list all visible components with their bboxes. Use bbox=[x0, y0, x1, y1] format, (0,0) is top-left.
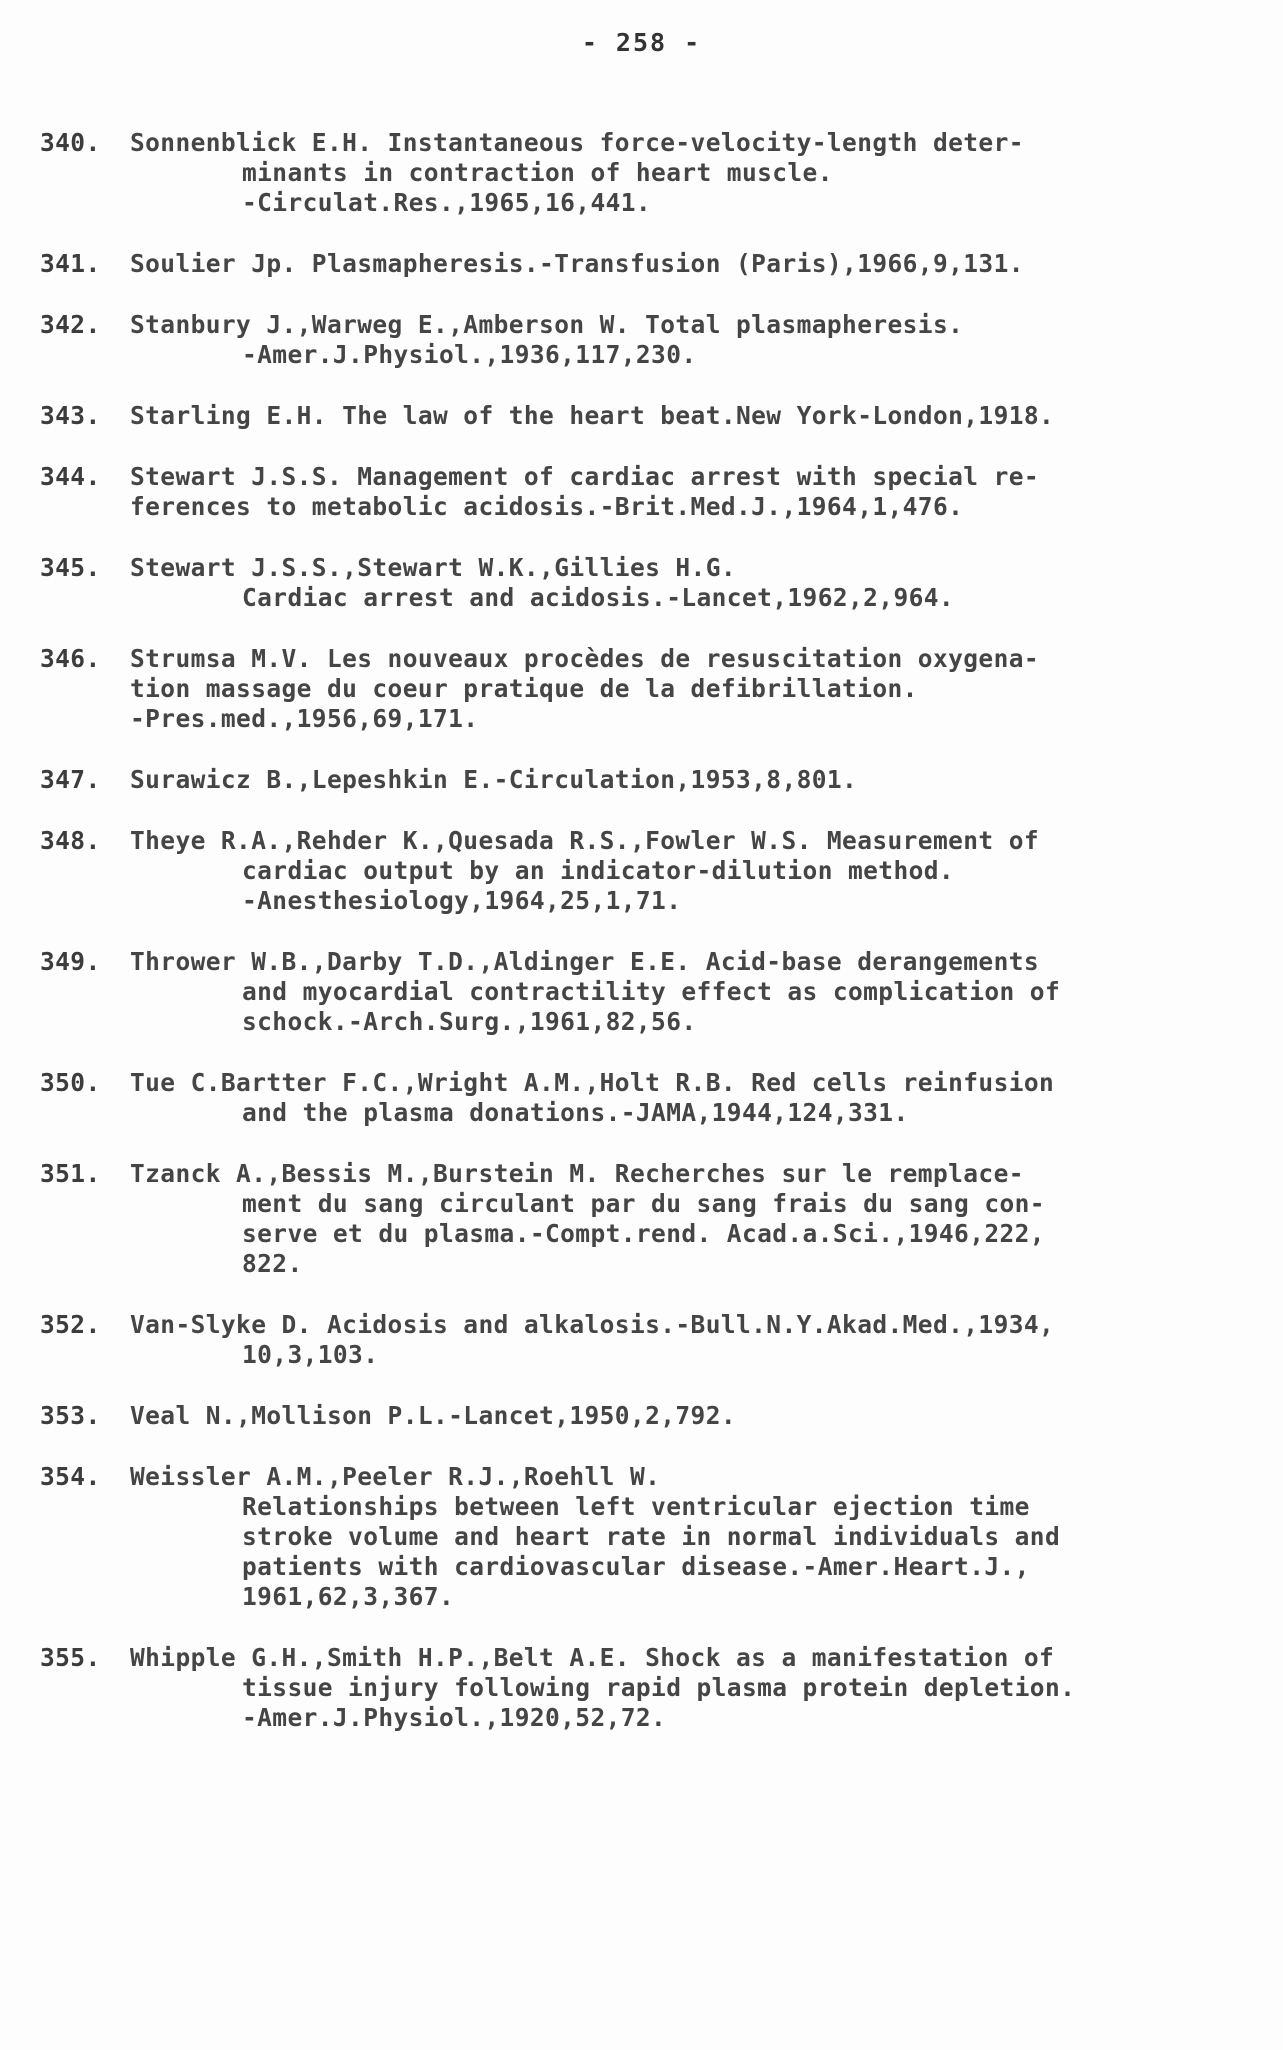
reference-text-line: Strumsa M.V. Les nouveaux procèdes de resuscitation oxygena- bbox=[130, 644, 1040, 673]
reference-continuation-line: Cardiac arrest and acidosis.-Lancet,1962,2,964. bbox=[242, 583, 955, 612]
reference-number: 352. bbox=[40, 1310, 101, 1339]
reference-text-line: Soulier Jp. Plasmapheresis.-Transfusion (Paris),1966,9,131. bbox=[130, 249, 1024, 278]
reference-continuation-line: tissue injury following rapid plasma protein depletion. bbox=[242, 1673, 1076, 1702]
reference-text-line: Van-Slyke D. Acidosis and alkalosis.-Bull.N.Y.Akad.Med.,1934, bbox=[130, 1310, 1055, 1339]
reference-number: 340. bbox=[40, 128, 101, 157]
reference-number: 342. bbox=[40, 310, 101, 339]
reference-number: 353. bbox=[40, 1401, 101, 1430]
reference-continuation-line: and the plasma donations.-JAMA,1944,124,331. bbox=[242, 1098, 909, 1127]
reference-entry bbox=[40, 310, 1240, 370]
reference-number: 348. bbox=[40, 826, 101, 855]
reference-entry bbox=[40, 1310, 1240, 1370]
reference-text-line: Stanbury J.,Warweg E.,Amberson W. Total plasmapheresis. bbox=[130, 310, 964, 339]
reference-entry bbox=[40, 553, 1240, 613]
reference-entry bbox=[40, 947, 1240, 1037]
reference-entry bbox=[40, 462, 1240, 522]
reference-number: 347. bbox=[40, 765, 101, 794]
reference-number: 355. bbox=[40, 1643, 101, 1672]
reference-continuation-line: minants in contraction of heart muscle. bbox=[242, 158, 833, 187]
reference-continuation-line: 10,3,103. bbox=[242, 1340, 379, 1369]
reference-entry bbox=[40, 1159, 1240, 1279]
reference-number: 349. bbox=[40, 947, 101, 976]
reference-entry bbox=[40, 826, 1240, 916]
reference-entry bbox=[40, 765, 1240, 795]
reference-continuation-line: tion massage du coeur pratique de la defibrillation. bbox=[130, 674, 918, 703]
reference-continuation-line: 1961,62,3,367. bbox=[242, 1582, 455, 1611]
reference-text-line: Tzanck A.,Bessis M.,Burstein M. Recherches sur le remplace- bbox=[130, 1159, 1024, 1188]
reference-text-line: Theye R.A.,Rehder K.,Quesada R.S.,Fowler W.S. Measurement of bbox=[130, 826, 1040, 855]
reference-text-line: Sonnenblick E.H. Instantaneous force-velocity-length deter- bbox=[130, 128, 1024, 157]
reference-entry bbox=[40, 1068, 1240, 1128]
reference-continuation-line: -Anesthesiology,1964,25,1,71. bbox=[242, 886, 682, 915]
reference-text-line: Stewart J.S.S. Management of cardiac arrest with special re- bbox=[130, 462, 1040, 491]
reference-entry bbox=[40, 128, 1240, 218]
reference-text-line: Surawicz B.,Lepeshkin E.-Circulation,1953,8,801. bbox=[130, 765, 858, 794]
reference-number: 346. bbox=[40, 644, 101, 673]
reference-text-line: Veal N.,Mollison P.L.-Lancet,1950,2,792. bbox=[130, 1401, 737, 1430]
reference-continuation-line: 822. bbox=[242, 1249, 303, 1278]
reference-continuation-line: ferences to metabolic acidosis.-Brit.Med.J.,1964,1,476. bbox=[130, 492, 964, 521]
reference-entry bbox=[40, 1401, 1240, 1431]
page-number: - 258 - bbox=[581, 28, 702, 57]
reference-number: 345. bbox=[40, 553, 101, 582]
reference-number: 343. bbox=[40, 401, 101, 430]
reference-continuation-line: serve et du plasma.-Compt.rend. Acad.a.Sci.,1946,222, bbox=[242, 1219, 1045, 1248]
reference-continuation-line: -Pres.med.,1956,69,171. bbox=[130, 704, 479, 733]
reference-continuation-line: stroke volume and heart rate in normal individuals and bbox=[242, 1522, 1061, 1551]
reference-continuation-line: -Circulat.Res.,1965,16,441. bbox=[242, 188, 652, 217]
reference-number: 350. bbox=[40, 1068, 101, 1097]
reference-continuation-line: ment du sang circulant par du sang frais du sang con- bbox=[242, 1189, 1045, 1218]
reference-entry bbox=[40, 1643, 1240, 1733]
reference-number: 351. bbox=[40, 1159, 101, 1188]
reference-text-line: Thrower W.B.,Darby T.D.,Aldinger E.E. Acid-base derangements bbox=[130, 947, 1040, 976]
reference-entry bbox=[40, 1462, 1240, 1612]
reference-list bbox=[40, 128, 1240, 1764]
reference-number: 344. bbox=[40, 462, 101, 491]
reference-continuation-line: Relationships between left ventricular ejection time bbox=[242, 1492, 1030, 1521]
reference-entry bbox=[40, 249, 1240, 279]
reference-text-line: Weissler A.M.,Peeler R.J.,Roehll W. bbox=[130, 1462, 661, 1491]
reference-continuation-line: -Amer.J.Physiol.,1936,117,230. bbox=[242, 340, 697, 369]
reference-number: 341. bbox=[40, 249, 101, 278]
reference-text-line: Tue C.Bartter F.C.,Wright A.M.,Holt R.B. Red cells reinfusion bbox=[130, 1068, 1055, 1097]
reference-text-line: Starling E.H. The law of the heart beat.New York-London,1918. bbox=[130, 401, 1055, 430]
reference-continuation-line: schock.-Arch.Surg.,1961,82,56. bbox=[242, 1007, 697, 1036]
reference-continuation-line: -Amer.J.Physiol.,1920,52,72. bbox=[242, 1703, 667, 1732]
reference-entry bbox=[40, 644, 1240, 734]
reference-text-line: Whipple G.H.,Smith H.P.,Belt A.E. Shock as a manifestation of bbox=[130, 1643, 1055, 1672]
reference-continuation-line: patients with cardiovascular disease.-Amer.Heart.J., bbox=[242, 1552, 1030, 1581]
reference-continuation-line: and myocardial contractility effect as complication of bbox=[242, 977, 1061, 1006]
reference-number: 354. bbox=[40, 1462, 101, 1491]
reference-continuation-line: cardiac output by an indicator-dilution method. bbox=[242, 856, 955, 885]
reference-text-line: Stewart J.S.S.,Stewart W.K.,Gillies H.G. bbox=[130, 553, 737, 582]
reference-entry bbox=[40, 401, 1240, 431]
